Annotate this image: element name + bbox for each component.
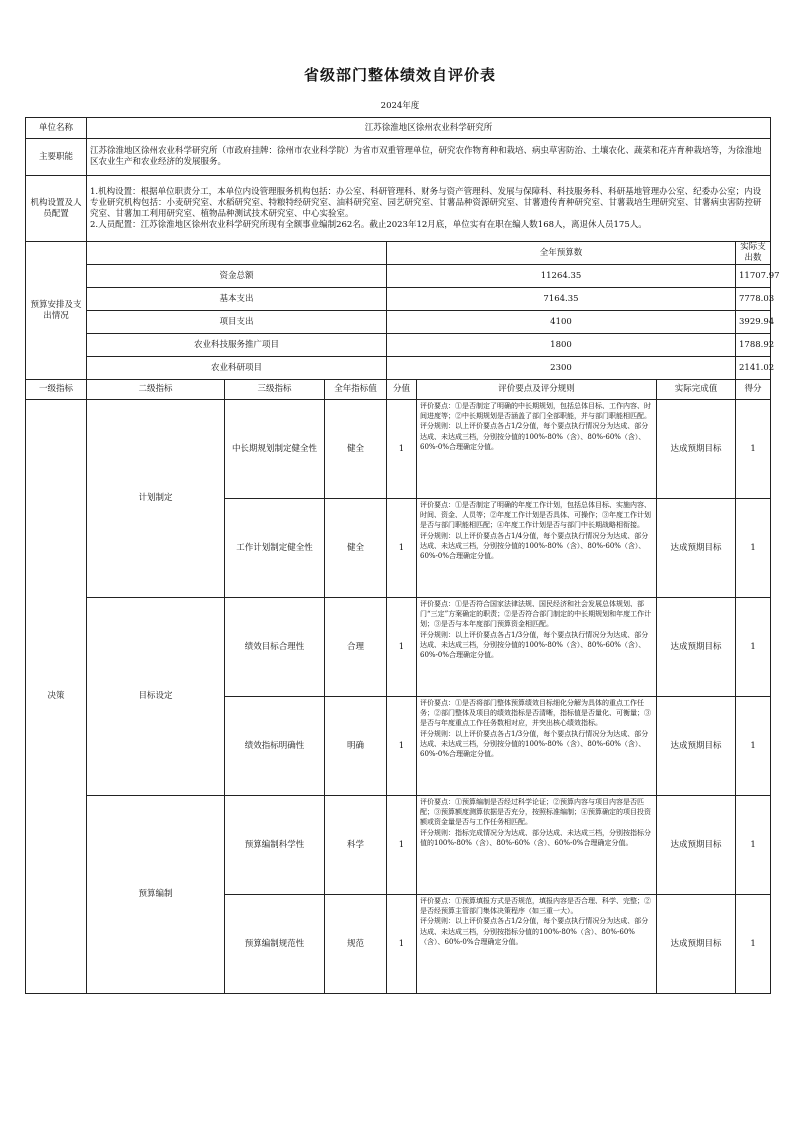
rule-text: 评价要点：①是否制定了明确的中长期规划，包括总体目标、工作内容、时间进度等；②中长期规划是否涵盖了部门全部职能，并与部门职能相匹配。 评分规则：以上评价要点各占1/2分值，每个要点执行情况分为达成、部分达成、未达成三档，分别按分值的100%-80%（含）、80%-60%（含）、60%-0%合理确定分值。	[417, 400, 657, 499]
budget-row-budget: 4100	[387, 311, 736, 334]
header-level3: 三级指标	[225, 380, 325, 400]
duty-value: 江苏徐淮地区徐州农业科学研究所（市政府挂牌：徐州市农业科学院）为省市双重管理单位，研究农作物育种和栽培、病虫草害防治、土壤农化、蔬菜和花卉育种栽培等，为徐淮地区农业生产和农业经济的发展服务。	[87, 139, 771, 176]
got-value: 1	[736, 499, 771, 598]
score-value: 1	[387, 697, 417, 796]
budget-row-budget: 11264.35	[387, 265, 736, 288]
org-value	[87, 176, 771, 242]
header-level2: 二级指标	[87, 380, 225, 400]
level2-item: 计划制定	[87, 400, 225, 598]
level3-item: 预算编制规范性	[225, 895, 325, 994]
budget-row-budget: 1800	[387, 334, 736, 357]
score-value: 1	[387, 796, 417, 895]
actual-value: 达成预期目标	[657, 499, 736, 598]
budget-row-name: 资金总额	[87, 265, 387, 288]
actual-value: 达成预期目标	[657, 895, 736, 994]
target-value: 合理	[325, 598, 387, 697]
actual-value: 达成预期目标	[657, 697, 736, 796]
budget-row-budget: 2300	[387, 357, 736, 380]
budget-row-actual: 1788.92	[736, 334, 771, 357]
level3-item: 中长期规划制定健全性	[225, 400, 325, 499]
got-value: 1	[736, 895, 771, 994]
target-value: 规范	[325, 895, 387, 994]
rule-text: 评价要点：①是否符合国家法律法规、国民经济和社会发展总体规划、部门“三定”方案确定的职责；②是否符合部门制定的中长期规划和年度工作计划；③是否与本年度部门预算资金相匹配。 评分规则：以上评价要点各占1/3分值，每个要点执行情况分为达成、部分达成、未达成三档，分别按分值的100%-80%（含）、80%-60%（含）、60%-0%合理确定分值。	[417, 598, 657, 697]
score-value: 1	[387, 400, 417, 499]
level3-item: 绩效目标合理性	[225, 598, 325, 697]
header-rule: 评价要点及评分规则	[417, 380, 657, 400]
actual-value: 达成预期目标	[657, 400, 736, 499]
budget-row-name: 基本支出	[87, 288, 387, 311]
rule-text: 评价要点：①预算填报方式是否规范，填报内容是否合理、科学、完整；②是否经预算主管部门集体决策程序（如三重一大）。 评分规则：以上评价要点各占1/2分值，每个要点执行情况分为达成、部分达成、未达成三档，分别按指标分值的100%-80%（含）、80%-60%（含）、60%-0%合理确定分值。	[417, 895, 657, 994]
performance-table	[25, 117, 780, 994]
target-value: 明确	[325, 697, 387, 796]
actual-col-header: 实际支出数	[736, 242, 771, 265]
budget-row-name: 农业科技服务推广项目	[87, 334, 387, 357]
org-setting-text: 1.机构设置：根据单位职责分工，本单位内设管理服务机构包括：办公室、科研管理科、财务与资产管理科、发展与保障科、科技服务科、科研基地管理办公室、纪委办公室；内设专业研究机构包括：小麦研究室、水稻研究室、特粮特经研究室、油料研究室、园艺研究室、甘薯品种资源研究室、甘薯遗传育种研究室、甘薯栽培生理研究室、甘薯病虫害防控研究室、甘薯加工利用研究室、植物品种测试技术研究室、中心实验室。	[90, 186, 762, 219]
target-value: 科学	[325, 796, 387, 895]
level2-item: 目标设定	[87, 598, 225, 796]
score-value: 1	[387, 499, 417, 598]
unit-name-value: 江苏徐淮地区徐州农业科学研究所	[87, 118, 771, 139]
budget-label: 预算安排及支出情况	[26, 242, 87, 380]
header-target: 全年指标值	[325, 380, 387, 400]
budget-row-actual: 7778.03	[736, 288, 771, 311]
got-value: 1	[736, 796, 771, 895]
budget-row-budget: 7164.35	[387, 288, 736, 311]
target-value: 健全	[325, 400, 387, 499]
unit-name-label: 单位名称	[26, 118, 87, 139]
budget-row-actual: 2141.02	[736, 357, 771, 380]
header-level1: 一级指标	[26, 380, 87, 400]
got-value: 1	[736, 400, 771, 499]
budget-col-header: 全年预算数	[387, 242, 736, 265]
report-year: 2024年度	[380, 101, 420, 111]
header-got: 得分	[736, 380, 771, 400]
level1-decision: 决策	[26, 400, 87, 994]
got-value: 1	[736, 598, 771, 697]
duty-label: 主要职能	[26, 139, 87, 176]
actual-value: 达成预期目标	[657, 796, 736, 895]
org-staff-text: 2.人员配置：江苏徐淮地区徐州农业科学研究所现有全额事业编制262名。截止2023年12月底，单位实有在职在编人数168人，离退休人员175人。	[90, 219, 647, 230]
target-value: 健全	[325, 499, 387, 598]
budget-row-actual: 11707.97	[736, 265, 771, 288]
level3-item: 工作计划制定健全性	[225, 499, 325, 598]
header-score: 分值	[387, 380, 417, 400]
got-value: 1	[736, 697, 771, 796]
budget-row-name: 农业科研项目	[87, 357, 387, 380]
level3-item: 绩效指标明确性	[225, 697, 325, 796]
page-title: 省级部门整体绩效自评价表	[303, 66, 496, 84]
level2-item: 预算编制	[87, 796, 225, 994]
score-value: 1	[387, 598, 417, 697]
rule-text: 评价要点：①是否制定了明确的年度工作计划，包括总体目标、实施内容、时间、资金、人员等；②年度工作计划是否具体、可操作；③年度工作计划是否与部门职能相匹配；④年度工作计划是否与部门中长期战略相衔接。 评分规则：以上评价要点各占1/4分值，每个要点执行情况分为达成、部分达成、未达成三档，分别按分值的100%-80%（含）、80%-60%（含）、60%-0%合理确定分值。	[417, 499, 657, 598]
header-actual: 实际完成值	[657, 380, 736, 400]
level3-item: 预算编制科学性	[225, 796, 325, 895]
budget-row-actual: 3929.94	[736, 311, 771, 334]
actual-value: 达成预期目标	[657, 598, 736, 697]
score-value: 1	[387, 895, 417, 994]
rule-text: 评价要点：①预算编制是否经过科学论证；②预算内容与项目内容是否匹配；③预算额度测算依据是否充分，按照标准编制；④预算确定的项目投资额或资金量是否与工作任务相匹配。 评分规则：指标完成情况分为达成、部分达成、未达成三档，分别按指标分值的100%-80%（含）、80%-60%（含）、60%-0%合理确定分值。	[417, 796, 657, 895]
rule-text: 评价要点：①是否将部门整体预算绩效目标细化分解为具体的重点工作任务；②部门整体及项目的绩效指标是否清晰，指标值是否量化、可衡量；③是否与年度重点工作任务数相对应，并突出核心绩效指标。 评分规则：以上评价要点各占1/3分值，每个要点执行情况分为达成、部分达成、未达成三档，分别按分值的100%-80%（含）、80%-60%（含）、60%-0%合理确定分值。	[417, 697, 657, 796]
org-label: 机构设置及人员配置	[26, 176, 87, 242]
budget-row-name: 项目支出	[87, 311, 387, 334]
